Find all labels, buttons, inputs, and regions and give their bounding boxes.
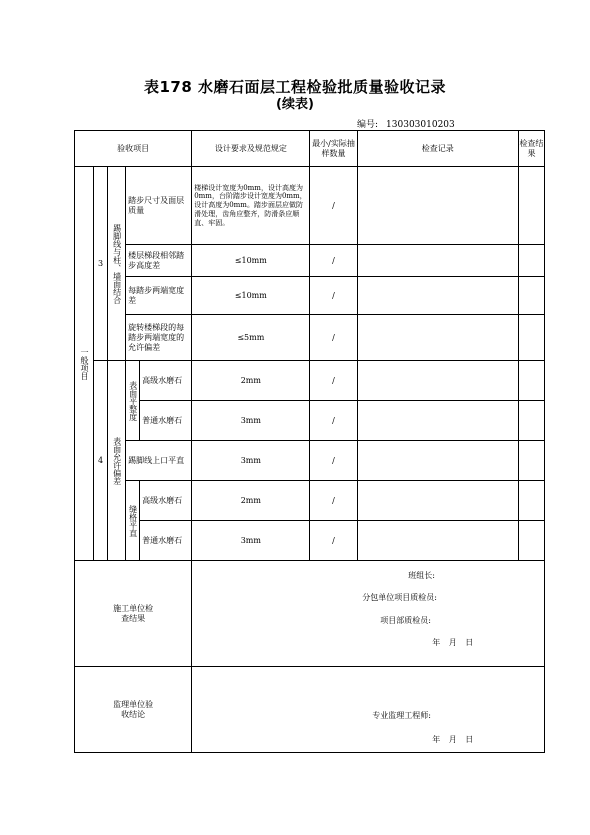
sub-inspector-label: 分包单位项目质检员: (362, 593, 437, 602)
result-cell[interactable] (518, 481, 544, 521)
page-subtitle: (续表) (276, 97, 314, 112)
item3-row4-sample: / (310, 315, 357, 361)
supervising-engineer-label: 专业监理工程师: (372, 711, 431, 720)
item3-row4-name: 旋转楼梯段的每踏步两端宽度的允许偏差 (126, 315, 192, 361)
construction-signature-area (192, 561, 545, 667)
supervision-signature-area (192, 667, 545, 753)
item4-sub2-row1-name: 高级水磨石 (140, 481, 192, 521)
record-cell[interactable] (357, 361, 518, 401)
record-number (357, 117, 463, 130)
item4-sub1-label: 表面平整度 (126, 361, 140, 441)
item3-row1-name: 踏步尺寸及面层质量 (126, 167, 192, 245)
group-general-items: 一般项目 (75, 167, 94, 561)
project-inspector-label: 项目部质检员: (380, 616, 431, 625)
item4-mid-req: 3mm (192, 441, 310, 481)
item3-row3-sample: / (310, 277, 357, 315)
header-result: 检查结果 (518, 131, 544, 167)
result-cell[interactable] (518, 245, 544, 277)
item4-sub1-row2-sample: / (310, 401, 357, 441)
item4-sub2-row2-req: 3mm (192, 521, 310, 561)
item3-row2-req: ≤10mm (192, 245, 310, 277)
code-value: 130303010203 (386, 120, 455, 130)
record-cell[interactable] (357, 481, 518, 521)
construction-label: 施工单位检查结果 (75, 561, 192, 667)
code-label: 编号: (357, 120, 379, 130)
team-leader-label: 班组长: (408, 571, 435, 580)
item4-mid-name: 踢脚线上口平直 (126, 441, 192, 481)
item4-sub2-label: 缝格平直 (126, 481, 140, 561)
item4-sub1-row2-req: 3mm (192, 401, 310, 441)
item4-sub2-row1-req: 2mm (192, 481, 310, 521)
item3-row2-name: 楼层梯段相邻踏步高度差 (126, 245, 192, 277)
item4-sub2-row1-sample: / (310, 481, 357, 521)
header-record: 检查记录 (357, 131, 518, 167)
result-cell[interactable] (518, 277, 544, 315)
inspection-table (74, 130, 545, 753)
item3-row4-req: ≤5mm (192, 315, 310, 361)
item3-label: 踢脚线与柱、墙面结合 (108, 167, 126, 361)
result-cell[interactable] (518, 167, 544, 245)
record-cell[interactable] (357, 245, 518, 277)
header-design: 设计要求及规范规定 (192, 131, 310, 167)
supervision-date: 年 月 日 (432, 735, 474, 744)
item4-mid-sample: / (310, 441, 357, 481)
record-cell[interactable] (357, 441, 518, 481)
item3-number: 3 (94, 167, 108, 361)
item3-row1-req: 楼梯设计宽度为0mm，设计高度为0mm，台阶踏步设计宽度为0mm，设计高度为0mm。踏步面层应做防滑处理，齿角应整齐，防滑条应顺直、牢固。 (192, 167, 310, 245)
item3-row2-sample: / (310, 245, 357, 277)
item4-sub2-row2-sample: / (310, 521, 357, 561)
item4-label: 表面允许偏差 (108, 361, 126, 561)
item3-row3-req: ≤10mm (192, 277, 310, 315)
result-cell[interactable] (518, 361, 544, 401)
item4-sub1-row1-sample: / (310, 361, 357, 401)
header-item: 验收项目 (75, 131, 192, 167)
header-min-sample: 最小/实际抽样数量 (310, 131, 357, 167)
result-cell[interactable] (518, 315, 544, 361)
construction-date: 年 月 日 (432, 638, 474, 647)
item4-number: 4 (94, 361, 108, 561)
item4-sub1-row1-name: 高级水磨石 (140, 361, 192, 401)
result-cell[interactable] (518, 401, 544, 441)
item4-sub2-row2-name: 普通水磨石 (140, 521, 192, 561)
item4-sub1-row2-name: 普通水磨石 (140, 401, 192, 441)
item4-sub1-row1-req: 2mm (192, 361, 310, 401)
record-cell[interactable] (357, 315, 518, 361)
result-cell[interactable] (518, 441, 544, 481)
supervision-label: 监理单位验收结论 (75, 667, 192, 753)
record-cell[interactable] (357, 167, 518, 245)
result-cell[interactable] (518, 521, 544, 561)
page-title: 表178 水磨石面层工程检验批质量验收记录 (143, 78, 447, 96)
record-cell[interactable] (357, 521, 518, 561)
record-cell[interactable] (357, 401, 518, 441)
item3-row3-name: 每踏步两端宽度差 (126, 277, 192, 315)
item3-row1-sample: / (310, 167, 357, 245)
record-cell[interactable] (357, 277, 518, 315)
